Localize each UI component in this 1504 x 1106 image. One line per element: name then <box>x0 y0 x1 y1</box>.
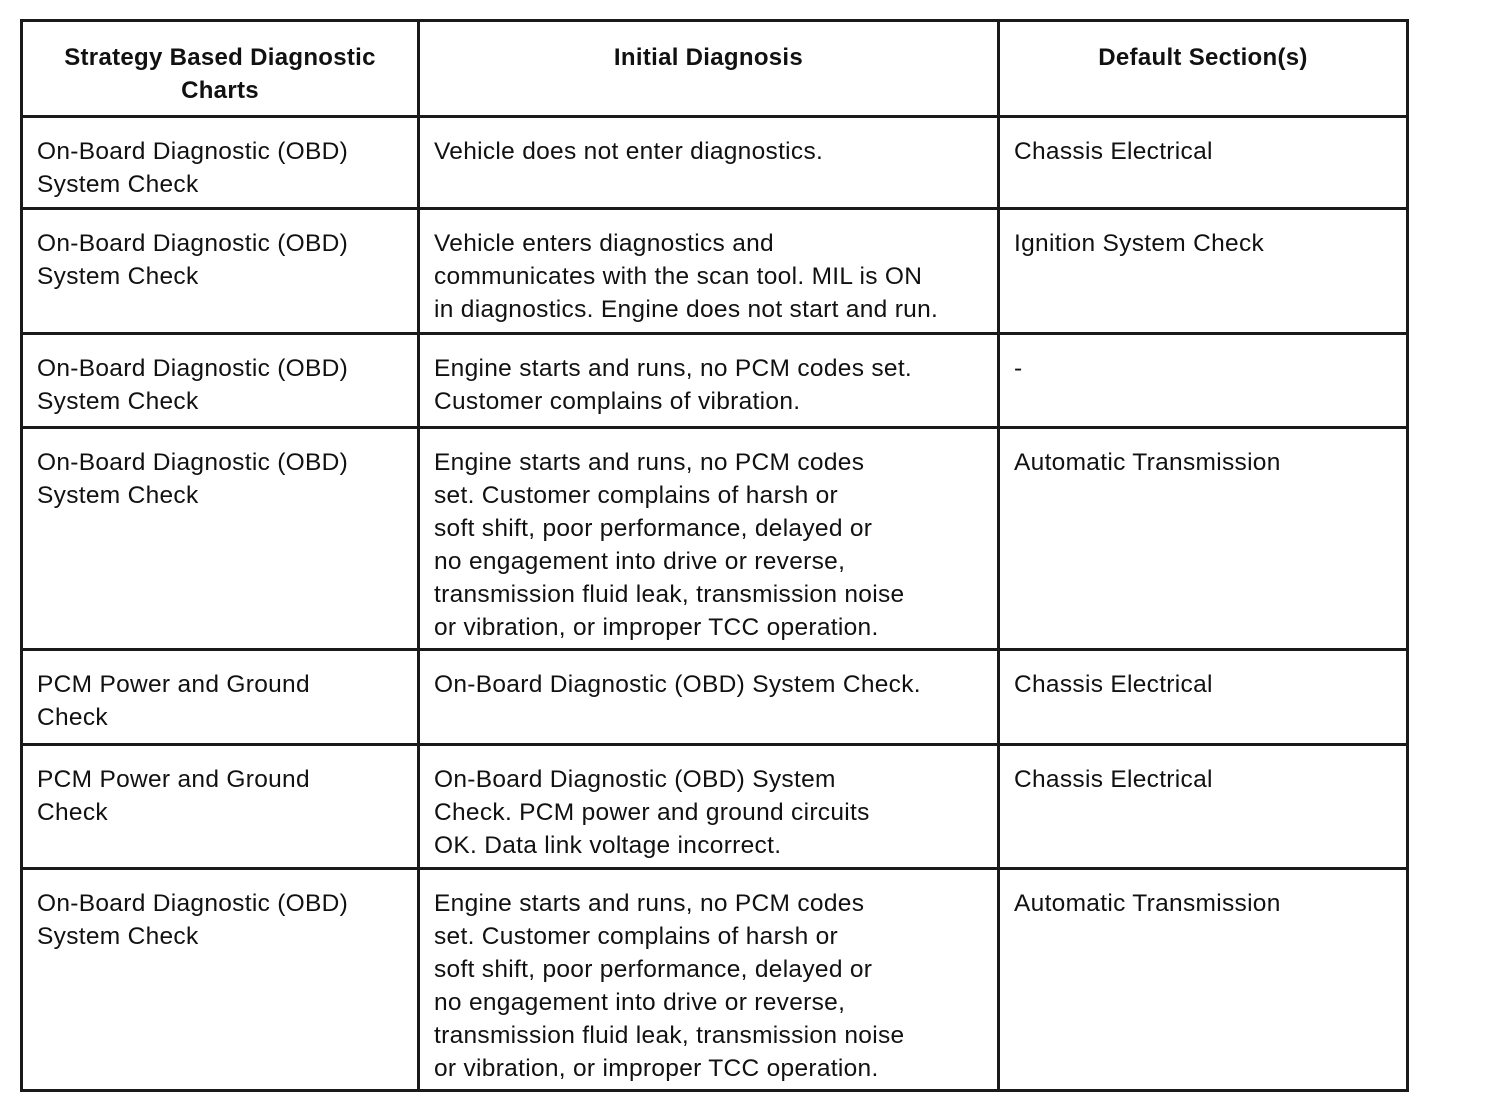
cell-section: Ignition System Check <box>999 209 1408 334</box>
table-row <box>22 334 1408 428</box>
cell-diagnosis: On-Board Diagnostic (OBD) System Check. PCM power and ground circuits OK. Data link voltage incorrect. <box>419 745 999 869</box>
cell-section: - <box>999 334 1408 428</box>
table-row <box>22 428 1408 650</box>
cell-chart: On-Board Diagnostic (OBD) System Check <box>22 334 419 428</box>
cell-section: Automatic Transmission <box>999 869 1408 1091</box>
cell-diagnosis: Engine starts and runs, no PCM codes set. Customer complains of vibration. <box>419 334 999 428</box>
table-row <box>22 869 1408 1091</box>
cell-chart: On-Board Diagnostic (OBD) System Check <box>22 117 419 209</box>
table-header-row <box>22 21 1408 117</box>
cell-chart: PCM Power and Ground Check <box>22 650 419 745</box>
diagnostic-table <box>20 19 1409 1092</box>
cell-chart: PCM Power and Ground Check <box>22 745 419 869</box>
header-strategy-charts: Strategy Based Diagnostic Charts <box>22 21 419 117</box>
cell-diagnosis: Engine starts and runs, no PCM codes set. Customer complains of harsh or soft shift, poor performance, delayed or no engagement into drive or reverse, transmission fluid leak, transmission noise or vibration, or improper TCC operation. <box>419 428 999 650</box>
table-row <box>22 209 1408 334</box>
cell-diagnosis: Vehicle does not enter diagnostics. <box>419 117 999 209</box>
cell-section: Automatic Transmission <box>999 428 1408 650</box>
cell-diagnosis: Vehicle enters diagnostics and communicates with the scan tool. MIL is ON in diagnostics. Engine does not start and run. <box>419 209 999 334</box>
header-initial-diagnosis: Initial Diagnosis <box>419 21 999 117</box>
table-row <box>22 745 1408 869</box>
header-default-sections: Default Section(s) <box>999 21 1408 117</box>
cell-section: Chassis Electrical <box>999 745 1408 869</box>
table-row <box>22 117 1408 209</box>
cell-chart: On-Board Diagnostic (OBD) System Check <box>22 869 419 1091</box>
cell-section: Chassis Electrical <box>999 650 1408 745</box>
cell-diagnosis: On-Board Diagnostic (OBD) System Check. <box>419 650 999 745</box>
table-row <box>22 650 1408 745</box>
cell-section: Chassis Electrical <box>999 117 1408 209</box>
cell-chart: On-Board Diagnostic (OBD) System Check <box>22 209 419 334</box>
cell-chart: On-Board Diagnostic (OBD) System Check <box>22 428 419 650</box>
cell-diagnosis: Engine starts and runs, no PCM codes set. Customer complains of harsh or soft shift, poor performance, delayed or no engagement into drive or reverse, transmission fluid leak, transmission noise or vibration, or improper TCC operation. <box>419 869 999 1091</box>
